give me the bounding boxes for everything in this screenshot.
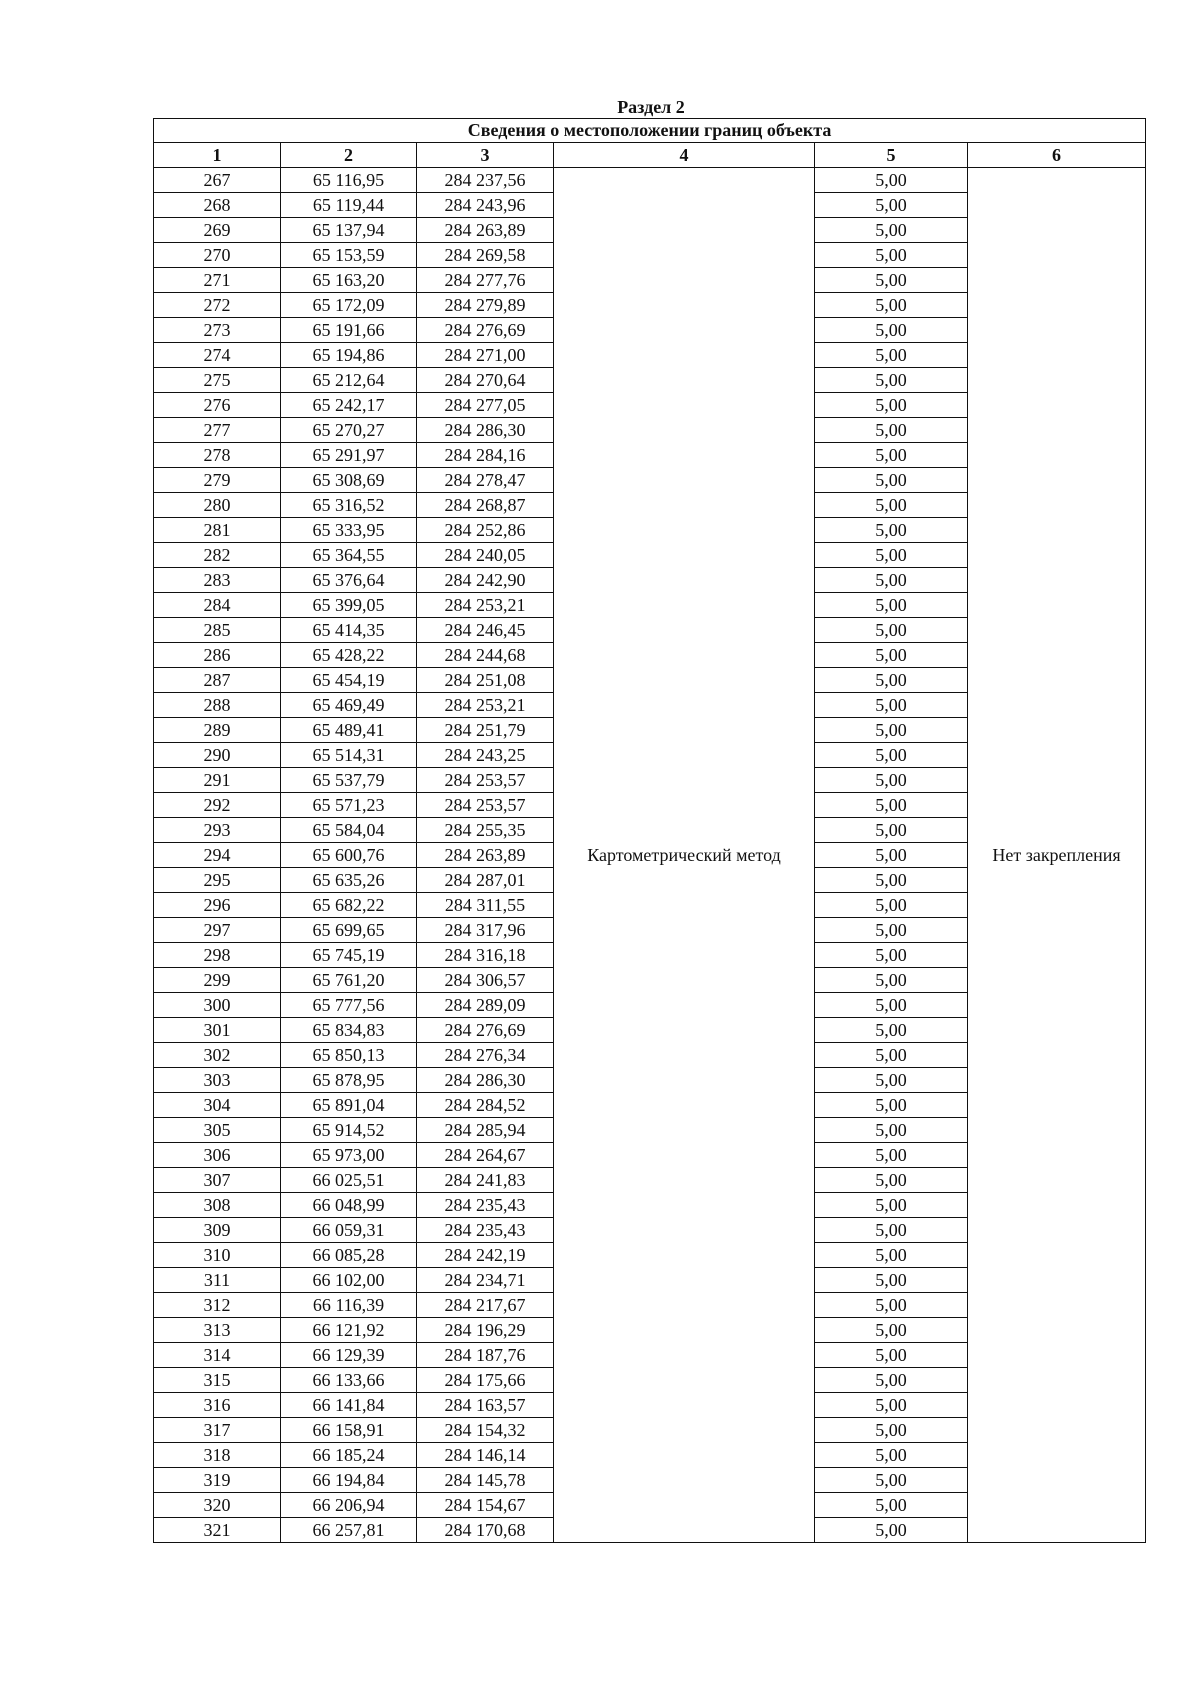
y-coordinate-cell: 284 285,94 xyxy=(417,1118,554,1143)
point-number-cell: 292 xyxy=(154,793,281,818)
x-coordinate-cell: 66 141,84 xyxy=(281,1393,417,1418)
accuracy-cell: 5,00 xyxy=(815,743,968,768)
x-coordinate-cell: 65 137,94 xyxy=(281,218,417,243)
y-coordinate-cell: 284 284,52 xyxy=(417,1093,554,1118)
column-header-5: 5 xyxy=(815,143,968,168)
y-coordinate-cell: 284 170,68 xyxy=(417,1518,554,1543)
x-coordinate-cell: 65 194,86 xyxy=(281,343,417,368)
y-coordinate-cell: 284 277,05 xyxy=(417,393,554,418)
table-body xyxy=(154,119,1146,1543)
y-coordinate-cell: 284 279,89 xyxy=(417,293,554,318)
y-coordinate-cell: 284 317,96 xyxy=(417,918,554,943)
section-heading-row xyxy=(154,119,1146,143)
accuracy-cell: 5,00 xyxy=(815,818,968,843)
point-number-cell: 286 xyxy=(154,643,281,668)
table-row xyxy=(154,168,1146,193)
x-coordinate-cell: 65 878,95 xyxy=(281,1068,417,1093)
x-coordinate-cell: 66 133,66 xyxy=(281,1368,417,1393)
y-coordinate-cell: 284 243,25 xyxy=(417,743,554,768)
y-coordinate-cell: 284 253,57 xyxy=(417,768,554,793)
y-coordinate-cell: 284 263,89 xyxy=(417,843,554,868)
point-number-cell: 287 xyxy=(154,668,281,693)
x-coordinate-cell: 66 185,24 xyxy=(281,1443,417,1468)
point-number-cell: 267 xyxy=(154,168,281,193)
accuracy-cell: 5,00 xyxy=(815,493,968,518)
y-coordinate-cell: 284 242,19 xyxy=(417,1243,554,1268)
point-number-cell: 285 xyxy=(154,618,281,643)
y-coordinate-cell: 284 242,90 xyxy=(417,568,554,593)
accuracy-cell: 5,00 xyxy=(815,1493,968,1518)
x-coordinate-cell: 65 376,64 xyxy=(281,568,417,593)
column-header-row xyxy=(154,143,1146,168)
accuracy-cell: 5,00 xyxy=(815,618,968,643)
x-coordinate-cell: 66 059,31 xyxy=(281,1218,417,1243)
y-coordinate-cell: 284 311,55 xyxy=(417,893,554,918)
x-coordinate-cell: 65 850,13 xyxy=(281,1043,417,1068)
y-coordinate-cell: 284 263,89 xyxy=(417,218,554,243)
x-coordinate-cell: 66 194,84 xyxy=(281,1468,417,1493)
accuracy-cell: 5,00 xyxy=(815,1118,968,1143)
accuracy-cell: 5,00 xyxy=(815,1393,968,1418)
x-coordinate-cell: 66 102,00 xyxy=(281,1268,417,1293)
y-coordinate-cell: 284 253,57 xyxy=(417,793,554,818)
point-number-cell: 298 xyxy=(154,943,281,968)
accuracy-cell: 5,00 xyxy=(815,918,968,943)
x-coordinate-cell: 65 291,97 xyxy=(281,443,417,468)
point-number-cell: 270 xyxy=(154,243,281,268)
y-coordinate-cell: 284 255,35 xyxy=(417,818,554,843)
point-number-cell: 290 xyxy=(154,743,281,768)
y-coordinate-cell: 284 316,18 xyxy=(417,943,554,968)
x-coordinate-cell: 65 153,59 xyxy=(281,243,417,268)
y-coordinate-cell: 284 235,43 xyxy=(417,1193,554,1218)
x-coordinate-cell: 65 891,04 xyxy=(281,1093,417,1118)
x-coordinate-cell: 65 973,00 xyxy=(281,1143,417,1168)
accuracy-cell: 5,00 xyxy=(815,1468,968,1493)
x-coordinate-cell: 65 584,04 xyxy=(281,818,417,843)
accuracy-cell: 5,00 xyxy=(815,1368,968,1393)
x-coordinate-cell: 65 119,44 xyxy=(281,193,417,218)
point-number-cell: 321 xyxy=(154,1518,281,1543)
y-coordinate-cell: 284 277,76 xyxy=(417,268,554,293)
point-number-cell: 272 xyxy=(154,293,281,318)
point-number-cell: 317 xyxy=(154,1418,281,1443)
column-header-6: 6 xyxy=(968,143,1146,168)
y-coordinate-cell: 284 278,47 xyxy=(417,468,554,493)
point-number-cell: 278 xyxy=(154,443,281,468)
y-coordinate-cell: 284 268,87 xyxy=(417,493,554,518)
accuracy-cell: 5,00 xyxy=(815,218,968,243)
accuracy-cell: 5,00 xyxy=(815,168,968,193)
point-number-cell: 308 xyxy=(154,1193,281,1218)
y-coordinate-cell: 284 237,56 xyxy=(417,168,554,193)
y-coordinate-cell: 284 243,96 xyxy=(417,193,554,218)
x-coordinate-cell: 66 158,91 xyxy=(281,1418,417,1443)
x-coordinate-cell: 66 025,51 xyxy=(281,1168,417,1193)
column-header-1: 1 xyxy=(154,143,281,168)
point-number-cell: 283 xyxy=(154,568,281,593)
x-coordinate-cell: 65 914,52 xyxy=(281,1118,417,1143)
point-number-cell: 273 xyxy=(154,318,281,343)
point-number-cell: 315 xyxy=(154,1368,281,1393)
x-coordinate-cell: 65 414,35 xyxy=(281,618,417,643)
accuracy-cell: 5,00 xyxy=(815,193,968,218)
point-number-cell: 280 xyxy=(154,493,281,518)
point-number-cell: 306 xyxy=(154,1143,281,1168)
column-header-3: 3 xyxy=(417,143,554,168)
accuracy-cell: 5,00 xyxy=(815,1168,968,1193)
point-number-cell: 311 xyxy=(154,1268,281,1293)
point-number-cell: 305 xyxy=(154,1118,281,1143)
accuracy-cell: 5,00 xyxy=(815,393,968,418)
y-coordinate-cell: 284 270,64 xyxy=(417,368,554,393)
accuracy-cell: 5,00 xyxy=(815,1293,968,1318)
y-coordinate-cell: 284 240,05 xyxy=(417,543,554,568)
x-coordinate-cell: 66 085,28 xyxy=(281,1243,417,1268)
x-coordinate-cell: 66 129,39 xyxy=(281,1343,417,1368)
accuracy-cell: 5,00 xyxy=(815,868,968,893)
y-coordinate-cell: 284 289,09 xyxy=(417,993,554,1018)
y-coordinate-cell: 284 276,69 xyxy=(417,318,554,343)
accuracy-cell: 5,00 xyxy=(815,368,968,393)
accuracy-cell: 5,00 xyxy=(815,843,968,868)
point-number-cell: 293 xyxy=(154,818,281,843)
point-number-cell: 316 xyxy=(154,1393,281,1418)
x-coordinate-cell: 65 600,76 xyxy=(281,843,417,868)
section-heading: Сведения о местоположении границ объекта xyxy=(154,119,1146,143)
point-number-cell: 320 xyxy=(154,1493,281,1518)
point-number-cell: 318 xyxy=(154,1443,281,1468)
accuracy-cell: 5,00 xyxy=(815,418,968,443)
column-header-4: 4 xyxy=(554,143,815,168)
y-coordinate-cell: 284 241,83 xyxy=(417,1168,554,1193)
x-coordinate-cell: 65 489,41 xyxy=(281,718,417,743)
accuracy-cell: 5,00 xyxy=(815,1268,968,1293)
point-number-cell: 284 xyxy=(154,593,281,618)
boundary-table xyxy=(153,118,1146,1543)
y-coordinate-cell: 284 145,78 xyxy=(417,1468,554,1493)
y-coordinate-cell: 284 196,29 xyxy=(417,1318,554,1343)
x-coordinate-cell: 66 116,39 xyxy=(281,1293,417,1318)
y-coordinate-cell: 284 246,45 xyxy=(417,618,554,643)
point-number-cell: 300 xyxy=(154,993,281,1018)
y-coordinate-cell: 284 251,79 xyxy=(417,718,554,743)
accuracy-cell: 5,00 xyxy=(815,318,968,343)
x-coordinate-cell: 65 163,20 xyxy=(281,268,417,293)
point-number-cell: 277 xyxy=(154,418,281,443)
point-number-cell: 291 xyxy=(154,768,281,793)
y-coordinate-cell: 284 244,68 xyxy=(417,643,554,668)
accuracy-cell: 5,00 xyxy=(815,518,968,543)
x-coordinate-cell: 65 834,83 xyxy=(281,1018,417,1043)
point-number-cell: 269 xyxy=(154,218,281,243)
x-coordinate-cell: 65 699,65 xyxy=(281,918,417,943)
point-number-cell: 302 xyxy=(154,1043,281,1068)
page-title: Раздел 2 xyxy=(617,97,685,117)
x-coordinate-cell: 65 399,05 xyxy=(281,593,417,618)
x-coordinate-cell: 65 172,09 xyxy=(281,293,417,318)
x-coordinate-cell: 65 761,20 xyxy=(281,968,417,993)
accuracy-cell: 5,00 xyxy=(815,568,968,593)
y-coordinate-cell: 284 276,34 xyxy=(417,1043,554,1068)
point-number-cell: 288 xyxy=(154,693,281,718)
accuracy-cell: 5,00 xyxy=(815,668,968,693)
x-coordinate-cell: 66 257,81 xyxy=(281,1518,417,1543)
x-coordinate-cell: 65 316,52 xyxy=(281,493,417,518)
fixing-description-cell: Нет закрепления xyxy=(968,168,1146,1543)
y-coordinate-cell: 284 154,67 xyxy=(417,1493,554,1518)
point-number-cell: 276 xyxy=(154,393,281,418)
x-coordinate-cell: 65 308,69 xyxy=(281,468,417,493)
point-number-cell: 296 xyxy=(154,893,281,918)
accuracy-cell: 5,00 xyxy=(815,243,968,268)
accuracy-cell: 5,00 xyxy=(815,343,968,368)
accuracy-cell: 5,00 xyxy=(815,1143,968,1168)
accuracy-cell: 5,00 xyxy=(815,1418,968,1443)
x-coordinate-cell: 65 428,22 xyxy=(281,643,417,668)
y-coordinate-cell: 284 187,76 xyxy=(417,1343,554,1368)
accuracy-cell: 5,00 xyxy=(815,693,968,718)
accuracy-cell: 5,00 xyxy=(815,768,968,793)
point-number-cell: 271 xyxy=(154,268,281,293)
point-number-cell: 275 xyxy=(154,368,281,393)
x-coordinate-cell: 66 048,99 xyxy=(281,1193,417,1218)
accuracy-cell: 5,00 xyxy=(815,443,968,468)
x-coordinate-cell: 65 537,79 xyxy=(281,768,417,793)
x-coordinate-cell: 65 745,19 xyxy=(281,943,417,968)
accuracy-cell: 5,00 xyxy=(815,1068,968,1093)
x-coordinate-cell: 66 206,94 xyxy=(281,1493,417,1518)
accuracy-cell: 5,00 xyxy=(815,293,968,318)
y-coordinate-cell: 284 286,30 xyxy=(417,418,554,443)
point-number-cell: 301 xyxy=(154,1018,281,1043)
x-coordinate-cell: 65 469,49 xyxy=(281,693,417,718)
y-coordinate-cell: 284 253,21 xyxy=(417,693,554,718)
accuracy-cell: 5,00 xyxy=(815,593,968,618)
x-coordinate-cell: 66 121,92 xyxy=(281,1318,417,1343)
x-coordinate-cell: 65 682,22 xyxy=(281,893,417,918)
x-coordinate-cell: 65 116,95 xyxy=(281,168,417,193)
x-coordinate-cell: 65 514,31 xyxy=(281,743,417,768)
point-number-cell: 307 xyxy=(154,1168,281,1193)
accuracy-cell: 5,00 xyxy=(815,1093,968,1118)
accuracy-cell: 5,00 xyxy=(815,1193,968,1218)
method-cell: Картометрический метод xyxy=(554,168,815,1543)
y-coordinate-cell: 284 234,71 xyxy=(417,1268,554,1293)
point-number-cell: 312 xyxy=(154,1293,281,1318)
point-number-cell: 294 xyxy=(154,843,281,868)
point-number-cell: 289 xyxy=(154,718,281,743)
accuracy-cell: 5,00 xyxy=(815,893,968,918)
accuracy-cell: 5,00 xyxy=(815,968,968,993)
point-number-cell: 268 xyxy=(154,193,281,218)
point-number-cell: 319 xyxy=(154,1468,281,1493)
x-coordinate-cell: 65 635,26 xyxy=(281,868,417,893)
accuracy-cell: 5,00 xyxy=(815,468,968,493)
column-header-2: 2 xyxy=(281,143,417,168)
point-number-cell: 279 xyxy=(154,468,281,493)
accuracy-cell: 5,00 xyxy=(815,643,968,668)
y-coordinate-cell: 284 271,00 xyxy=(417,343,554,368)
y-coordinate-cell: 284 269,58 xyxy=(417,243,554,268)
accuracy-cell: 5,00 xyxy=(815,943,968,968)
y-coordinate-cell: 284 286,30 xyxy=(417,1068,554,1093)
x-coordinate-cell: 65 777,56 xyxy=(281,993,417,1018)
accuracy-cell: 5,00 xyxy=(815,1518,968,1543)
x-coordinate-cell: 65 191,66 xyxy=(281,318,417,343)
accuracy-cell: 5,00 xyxy=(815,1218,968,1243)
accuracy-cell: 5,00 xyxy=(815,1443,968,1468)
x-coordinate-cell: 65 333,95 xyxy=(281,518,417,543)
y-coordinate-cell: 284 306,57 xyxy=(417,968,554,993)
point-number-cell: 281 xyxy=(154,518,281,543)
y-coordinate-cell: 284 276,69 xyxy=(417,1018,554,1043)
y-coordinate-cell: 284 264,67 xyxy=(417,1143,554,1168)
y-coordinate-cell: 284 175,66 xyxy=(417,1368,554,1393)
point-number-cell: 274 xyxy=(154,343,281,368)
y-coordinate-cell: 284 217,67 xyxy=(417,1293,554,1318)
x-coordinate-cell: 65 242,17 xyxy=(281,393,417,418)
point-number-cell: 313 xyxy=(154,1318,281,1343)
point-number-cell: 309 xyxy=(154,1218,281,1243)
x-coordinate-cell: 65 212,64 xyxy=(281,368,417,393)
accuracy-cell: 5,00 xyxy=(815,1343,968,1368)
point-number-cell: 297 xyxy=(154,918,281,943)
point-number-cell: 303 xyxy=(154,1068,281,1093)
y-coordinate-cell: 284 284,16 xyxy=(417,443,554,468)
y-coordinate-cell: 284 163,57 xyxy=(417,1393,554,1418)
accuracy-cell: 5,00 xyxy=(815,268,968,293)
accuracy-cell: 5,00 xyxy=(815,543,968,568)
y-coordinate-cell: 284 154,32 xyxy=(417,1418,554,1443)
accuracy-cell: 5,00 xyxy=(815,793,968,818)
y-coordinate-cell: 284 253,21 xyxy=(417,593,554,618)
point-number-cell: 310 xyxy=(154,1243,281,1268)
y-coordinate-cell: 284 235,43 xyxy=(417,1218,554,1243)
point-number-cell: 295 xyxy=(154,868,281,893)
y-coordinate-cell: 284 252,86 xyxy=(417,518,554,543)
y-coordinate-cell: 284 251,08 xyxy=(417,668,554,693)
point-number-cell: 282 xyxy=(154,543,281,568)
accuracy-cell: 5,00 xyxy=(815,1043,968,1068)
x-coordinate-cell: 65 364,55 xyxy=(281,543,417,568)
accuracy-cell: 5,00 xyxy=(815,1243,968,1268)
x-coordinate-cell: 65 454,19 xyxy=(281,668,417,693)
point-number-cell: 304 xyxy=(154,1093,281,1118)
accuracy-cell: 5,00 xyxy=(815,718,968,743)
x-coordinate-cell: 65 571,23 xyxy=(281,793,417,818)
x-coordinate-cell: 65 270,27 xyxy=(281,418,417,443)
point-number-cell: 299 xyxy=(154,968,281,993)
y-coordinate-cell: 284 287,01 xyxy=(417,868,554,893)
point-number-cell: 314 xyxy=(154,1343,281,1368)
accuracy-cell: 5,00 xyxy=(815,1318,968,1343)
accuracy-cell: 5,00 xyxy=(815,1018,968,1043)
y-coordinate-cell: 284 146,14 xyxy=(417,1443,554,1468)
accuracy-cell: 5,00 xyxy=(815,993,968,1018)
